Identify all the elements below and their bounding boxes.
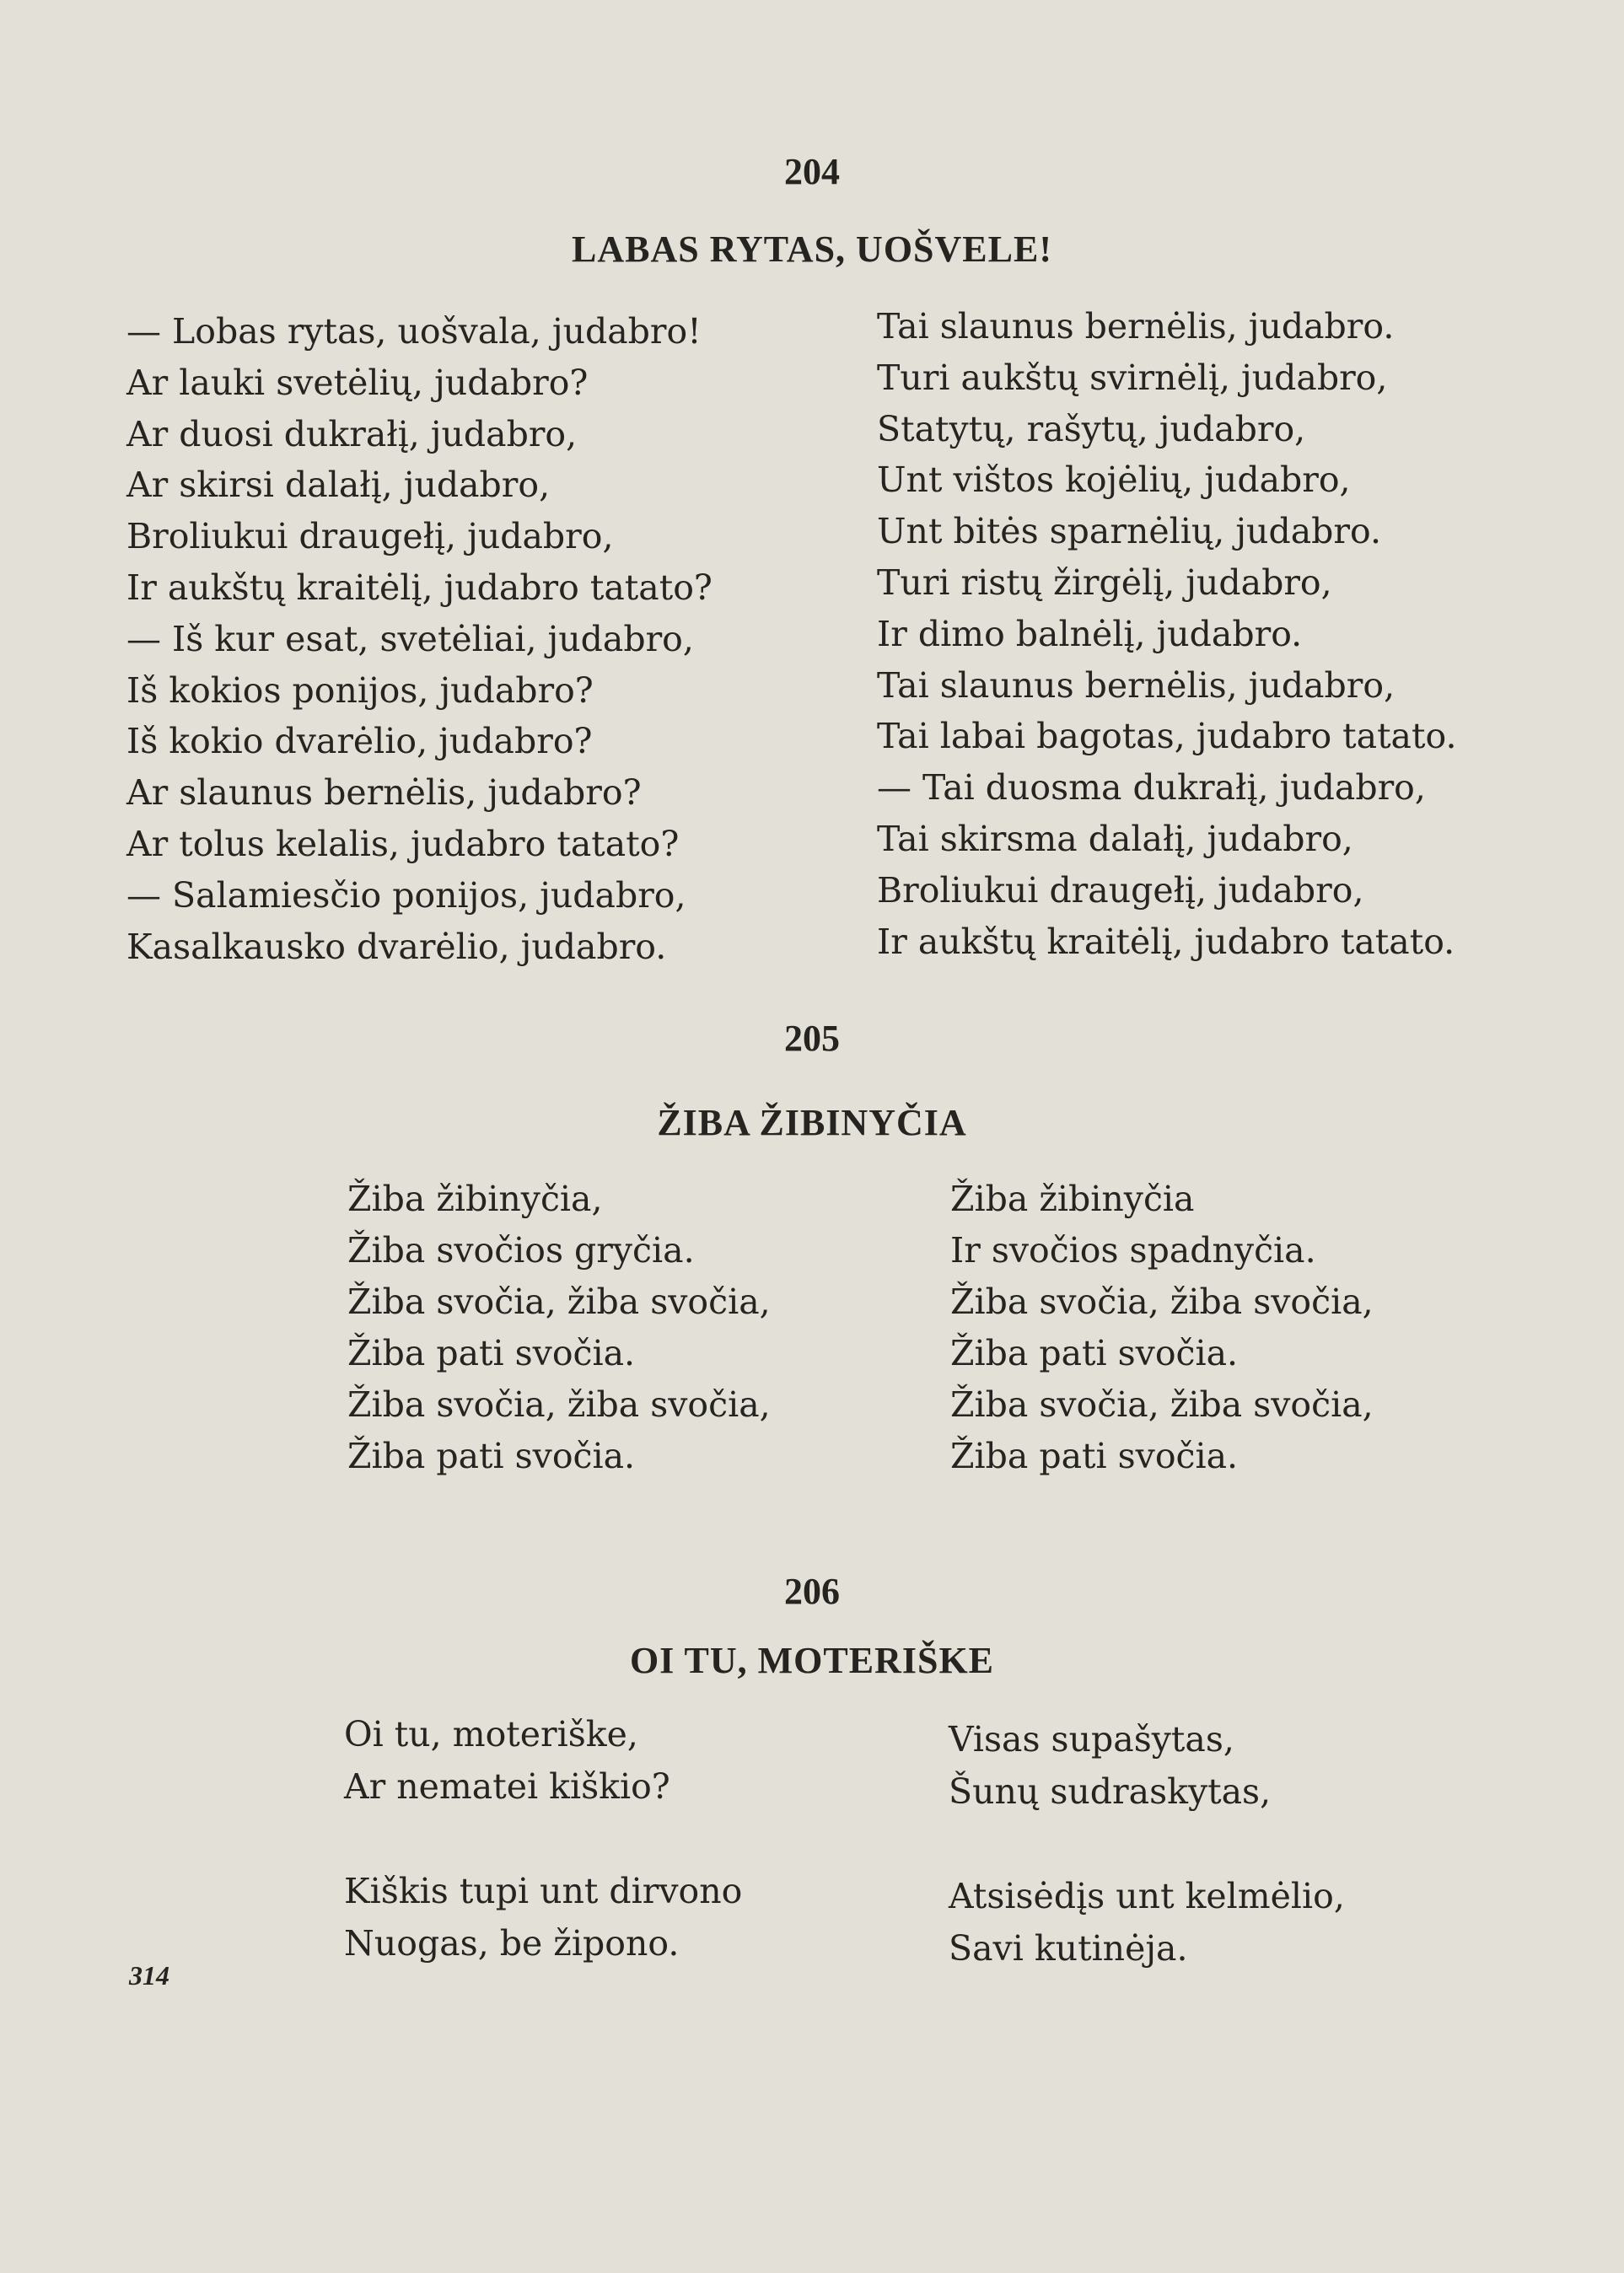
verse-line: Žiba svočia, žiba svočia, bbox=[347, 1384, 771, 1425]
song-206-right-column bbox=[949, 1713, 1345, 1975]
verse-line: Tai slaunus bernėlis, judabro. bbox=[877, 306, 1395, 347]
verse-line: Žiba žibinyčia bbox=[950, 1179, 1195, 1219]
verse-line: Žiba pati svočia. bbox=[347, 1436, 636, 1476]
verse-line: Ir dimo balnėlį, judabro. bbox=[877, 613, 1303, 654]
verse-line: Kasalkausko dvarėlio, judabro. bbox=[126, 926, 667, 967]
verse-line: — Salamiesčio ponijos, judabro, bbox=[126, 874, 686, 916]
verse-line: Tai slaunus bernėlis, judabro, bbox=[877, 664, 1395, 706]
verse-line: Turi ristų žirgėlį, judabro, bbox=[877, 562, 1332, 603]
verse-line: Šunų sudraskytas, bbox=[949, 1771, 1272, 1812]
verse-line: Tai labai bagotas, judabro tatato. bbox=[877, 716, 1457, 757]
verse-line: Žiba svočia, žiba svočia, bbox=[347, 1282, 771, 1322]
verse-line: Iš kokio dvarėlio, judabro? bbox=[126, 721, 593, 762]
stanza-gap bbox=[344, 1813, 742, 1865]
verse-line: Atsisėdįs unt kelmėlio, bbox=[949, 1876, 1345, 1916]
verse-line: Broliukui draugełį, judabro, bbox=[877, 869, 1364, 911]
song-206-title: OI TU, MOTERIŠKE bbox=[629, 1640, 995, 1681]
song-205-right-column bbox=[950, 1174, 1374, 1482]
song-206-number: 206 bbox=[784, 1571, 840, 1612]
verse-line: Statytų, rašytų, judabro, bbox=[877, 408, 1306, 449]
verse-line: Ar slaunus bernėlis, judabro? bbox=[126, 772, 642, 814]
verse-line: Žiba pati svočia. bbox=[347, 1333, 636, 1373]
verse-line: Ar duosi dukrałį, judabro, bbox=[126, 413, 578, 454]
verse-line: Ir svočios spadnyčia. bbox=[950, 1230, 1316, 1271]
stanza-gap bbox=[949, 1818, 1345, 1870]
verse-line: Ar lauki svetėlių, judabro? bbox=[126, 362, 589, 403]
page-number: 314 bbox=[129, 1960, 169, 1991]
verse-line: Ar tolus kelalis, judabro tatato? bbox=[126, 823, 680, 864]
verse-line: Iš kokios ponijos, judabro? bbox=[126, 669, 594, 711]
verse-line: Ar nematei kiškio? bbox=[344, 1766, 670, 1807]
song-206-left-column bbox=[344, 1708, 742, 1969]
song-204-right-column bbox=[877, 301, 1456, 967]
song-205-number: 205 bbox=[784, 1018, 840, 1059]
verse-line: Unt bitės sparnėlių, judabro. bbox=[877, 511, 1381, 552]
verse-line: Žiba pati svočia. bbox=[950, 1333, 1239, 1373]
verse-line: Žiba svočios gryčia. bbox=[347, 1230, 695, 1271]
verse-line: Kiškis tupi unt dirvono bbox=[344, 1871, 743, 1911]
verse-line: Oi tu, moteriške, bbox=[344, 1714, 638, 1754]
song-204-left-column bbox=[126, 306, 713, 972]
verse-line: Nuogas, be žipono. bbox=[344, 1923, 680, 1964]
verse-line: Žiba pati svočia. bbox=[950, 1436, 1239, 1476]
verse-line: Žiba žibinyčia, bbox=[347, 1179, 603, 1219]
verse-line: Unt vištos kojėlių, judabro, bbox=[877, 459, 1351, 501]
verse-line: Žiba svočia, žiba svočia, bbox=[950, 1384, 1374, 1425]
verse-line: Visas supašytas, bbox=[949, 1719, 1234, 1760]
verse-line: Ir aukštų kraitėlį, judabro tatato. bbox=[877, 921, 1455, 962]
verse-line: Tai skirsma dalałį, judabro, bbox=[877, 818, 1353, 859]
verse-line: Ar skirsi dalałį, judabro, bbox=[126, 465, 551, 506]
song-205-left-column bbox=[347, 1174, 771, 1482]
song-204-number: 204 bbox=[784, 151, 840, 192]
verse-line: Turi aukštų svirnėlį, judabro, bbox=[877, 357, 1388, 398]
song-205-title: ŽIBA ŽIBINYČIA bbox=[657, 1102, 967, 1143]
verse-line: Žiba svočia, žiba svočia, bbox=[950, 1282, 1374, 1322]
verse-line: — Tai duosma dukrałį, judabro, bbox=[877, 767, 1426, 809]
verse-line: Ir aukštų kraitėlį, judabro tatato? bbox=[126, 567, 713, 608]
verse-line: — Lobas rytas, uošvala, judabro! bbox=[126, 311, 702, 352]
verse-line: — Iš kur esat, svetėliai, judabro, bbox=[126, 618, 694, 659]
song-204-title: LABAS RYTAS, UOŠVELE! bbox=[572, 228, 1052, 270]
verse-line: Savi kutinėja. bbox=[949, 1928, 1188, 1969]
verse-line: Broliukui draugełį, judabro, bbox=[126, 516, 614, 557]
